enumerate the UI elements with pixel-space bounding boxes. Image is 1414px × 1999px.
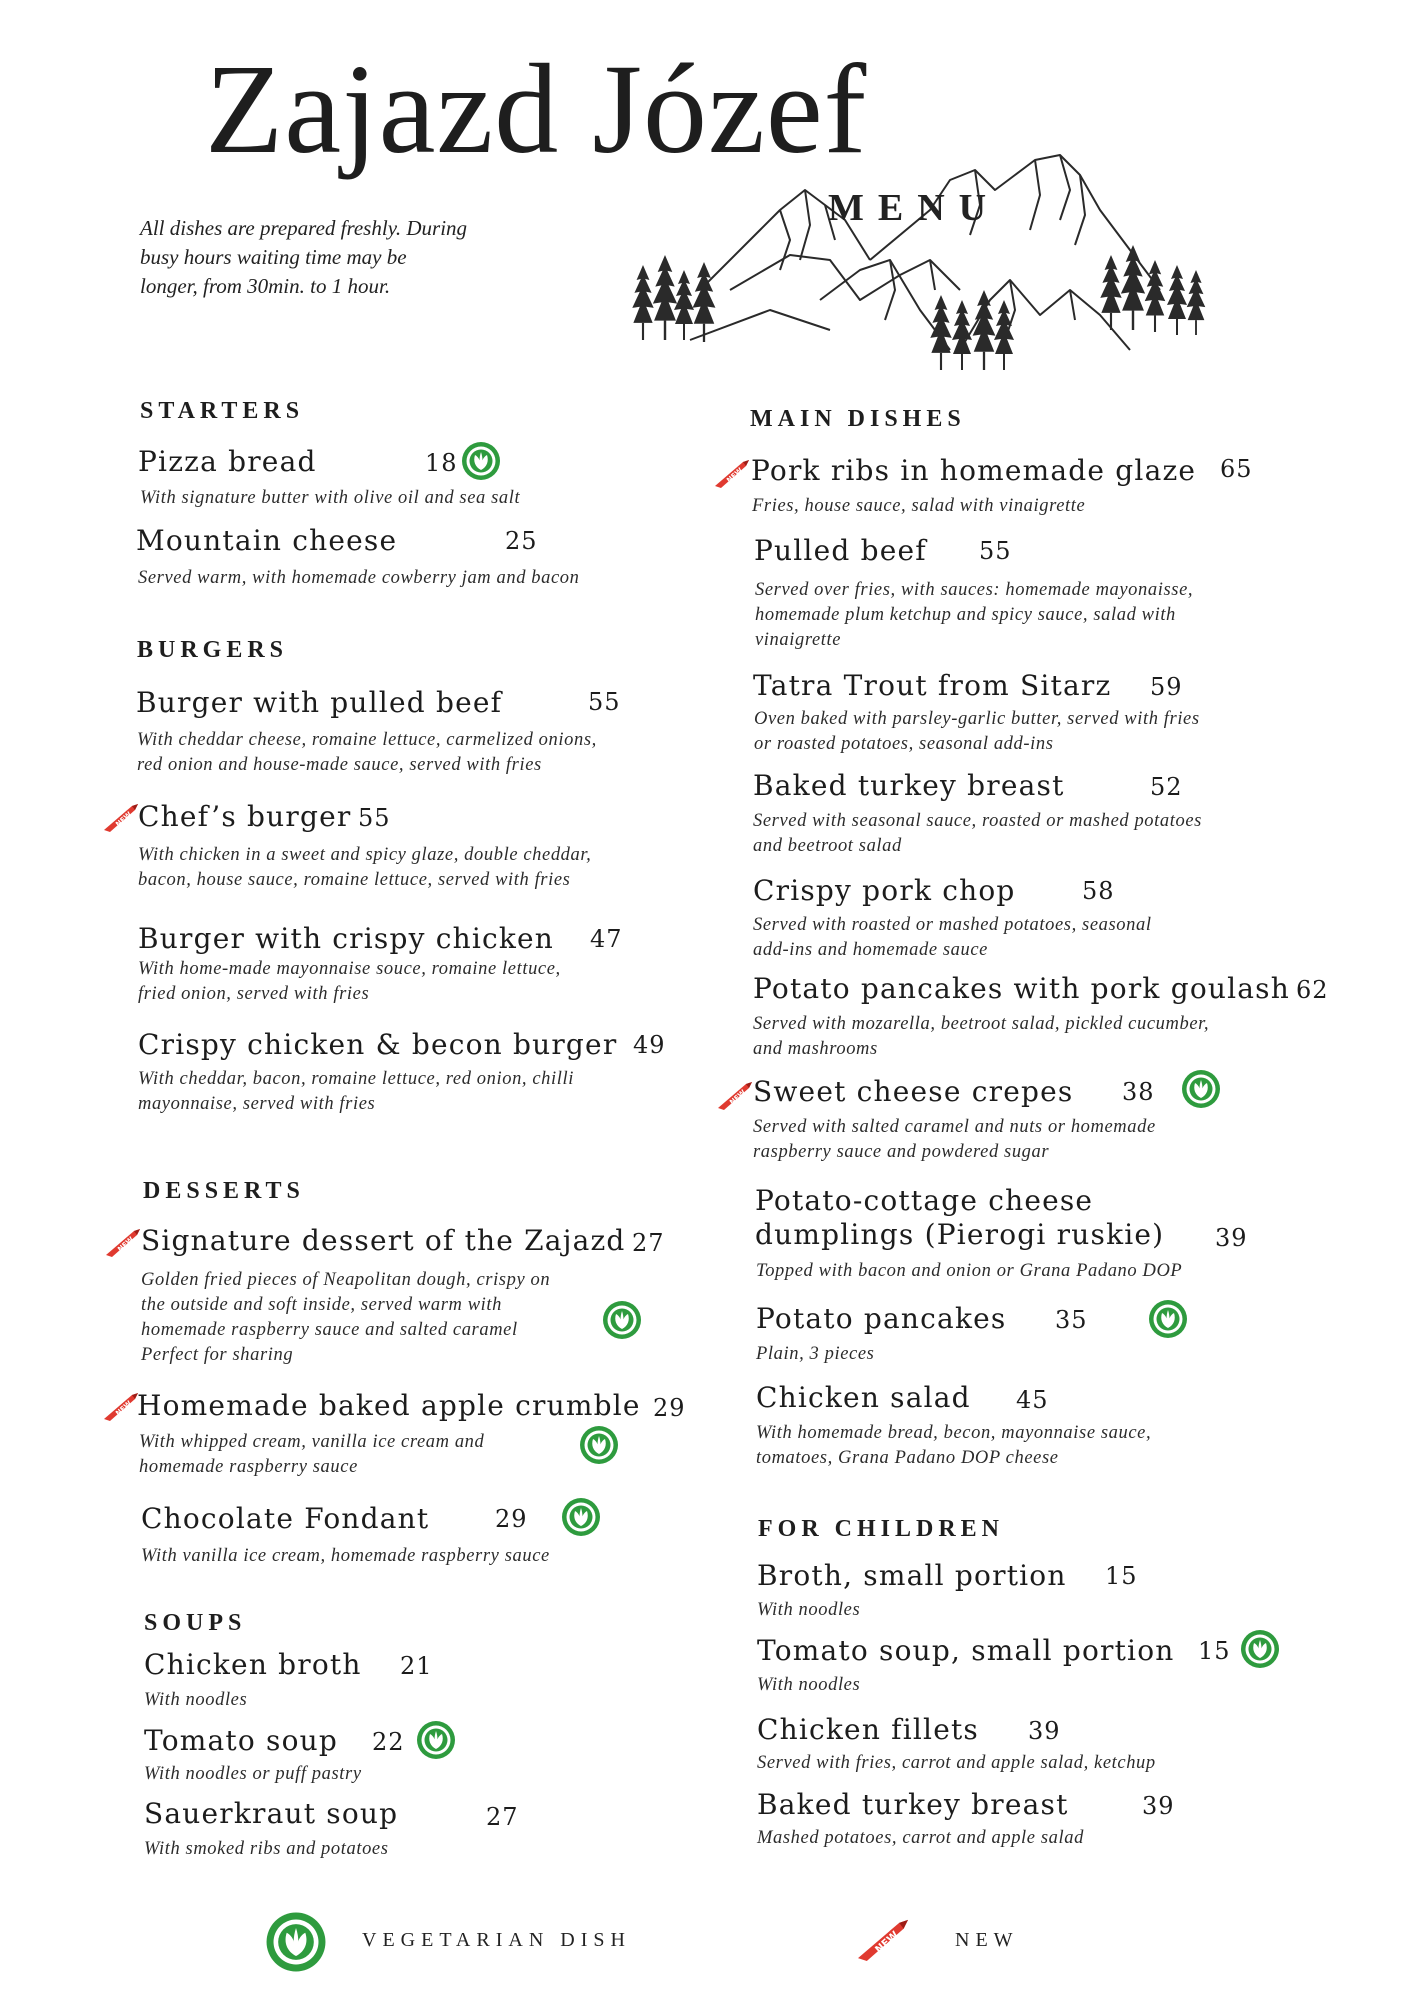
new-badge-icon [102,800,140,834]
menu-item-price: 49 [633,1031,666,1059]
menu-item-name: Pizza bread [138,445,317,478]
vegetarian-icon [1240,1629,1280,1669]
menu-item-desc: Served with salted caramel and nuts or homemade [753,1117,1156,1137]
menu-item-price: 21 [400,1652,433,1680]
vegetarian-legend-icon [265,1911,327,1973]
menu-item-name: Potato-cottage cheese [755,1184,1094,1217]
menu-item-desc: With noodles [757,1600,861,1620]
menu-item-desc: or roasted potatoes, seasonal add-ins [754,734,1054,754]
intro-note: All dishes are prepared freshly. During busy hours waiting time may be longer, from 30min. to 1 hour. [140,216,468,298]
new-badge-icon [713,456,751,490]
menu-item-name: Baked turkey breast [753,769,1065,802]
section-for-children: FOR CHILDREN [758,1516,1005,1542]
menu-item-price: 18 [425,449,458,477]
menu-item-desc: With smoked ribs and potatoes [144,1839,389,1859]
section-soups: SOUPS [144,1610,247,1636]
menu-item-desc: Served with fries, carrot and apple salad, ketchup [757,1753,1156,1773]
menu-item-price: 47 [590,925,623,953]
menu-item-desc: With cheddar, bacon, romaine lettuce, red onion, chilli [138,1069,574,1089]
menu-item-name: Broth, small portion [757,1559,1067,1592]
menu-item-name: Sauerkraut soup [144,1797,399,1830]
menu-item-desc: homemade raspberry sauce and salted caramel [141,1320,518,1340]
menu-item-desc: With signature butter with olive oil and sea salt [140,488,521,508]
menu-item-price: 29 [495,1505,528,1533]
section-starters: STARTERS [140,398,305,424]
menu-item-name: Burger with pulled beef [136,686,503,719]
legend-vegetarian: VEGETARIAN DISH [362,1929,631,1951]
menu-item-desc: fried onion, served with fries [138,984,370,1004]
menu-item-price: 27 [486,1803,519,1831]
menu-item-name: Chef’s burger [138,800,352,833]
menu-item-desc: Served with seasonal sauce, roasted or mashed potatoes [753,811,1202,831]
menu-item-desc: With chicken in a sweet and spicy glaze, double cheddar, [138,845,592,865]
menu-item-desc: tomatoes, Grana Padano DOP cheese [756,1448,1059,1468]
menu-item-name: Sweet cheese crepes [753,1075,1074,1108]
menu-item-price: 27 [632,1229,665,1257]
menu-item-price: 15 [1105,1562,1138,1590]
new-badge-icon [716,1078,754,1112]
new-legend-icon [855,1914,911,1964]
menu-item-price: 58 [1082,877,1115,905]
menu-item-name: Crispy chicken & becon burger [138,1028,618,1061]
vegetarian-icon [602,1300,642,1340]
menu-item-desc: With noodles or puff pastry [144,1764,362,1784]
menu-item-name: Potato pancakes with pork goulash [753,972,1290,1005]
menu-item-price: 65 [1220,455,1253,483]
menu-item-name: Chicken broth [144,1648,362,1681]
vegetarian-icon [416,1720,456,1760]
menu-item-price: 62 [1296,976,1329,1004]
menu-item-desc: Served warm, with homemade cowberry jam and bacon [138,568,580,588]
menu-item-name: Crispy pork chop [753,874,1016,907]
menu-item-desc: raspberry sauce and powdered sugar [753,1142,1050,1162]
menu-item-desc: Served with mozarella, beetroot salad, pickled cucumber, [753,1014,1210,1034]
menu-item-desc: red onion and house-made sauce, served with fries [137,755,542,775]
section-main-dishes: MAIN DISHES [750,406,966,432]
menu-item-name: Mountain cheese [136,524,398,557]
menu-item-desc: Golden fried pieces of Neapolitan dough, crispy on [141,1270,551,1290]
new-badge-icon [102,1389,140,1423]
menu-item-desc: Topped with bacon and onion or Grana Padano DOP [756,1261,1183,1281]
vegetarian-icon [461,441,501,481]
menu-label: MENU [828,187,1001,229]
menu-item-name: Burger with crispy chicken [138,922,555,955]
menu-item-desc: Served with roasted or mashed potatoes, seasonal [753,915,1152,935]
menu-item-desc: Oven baked with parsley-garlic butter, served with fries [754,709,1200,729]
menu-item-price: 29 [653,1394,686,1422]
menu-item-name: Pulled beef [754,534,927,567]
vegetarian-icon [1148,1299,1188,1339]
menu-item-desc: the outside and soft inside, served warm with [141,1295,503,1315]
menu-item-desc: vinaigrette [755,630,842,650]
menu-item-name: Tomato soup, small portion [757,1634,1175,1667]
menu-item-desc: homemade plum ketchup and spicy sauce, salad with [755,605,1176,625]
menu-item-name: Potato pancakes [756,1302,1007,1335]
menu-item-name: dumplings (Pierogi ruskie) [755,1218,1165,1251]
restaurant-title: Zajazd Józef [205,38,868,180]
section-burgers: BURGERS [137,637,289,663]
menu-item-name: Signature dessert of the Zajazd [141,1224,626,1257]
menu-item-name: Chocolate Fondant [141,1502,430,1535]
menu-item-desc: Mashed potatoes, carrot and apple salad [757,1828,1084,1848]
menu-item-name: Chicken fillets [757,1713,979,1746]
menu-item-desc: and beetroot salad [753,836,902,856]
menu-item-desc: Fries, house sauce, salad with vinaigrette [752,496,1086,516]
menu-item-desc: and mashrooms [753,1039,878,1059]
menu-item-desc: mayonnaise, served with fries [138,1094,376,1114]
menu-item-price: 38 [1122,1078,1155,1106]
menu-item-desc: bacon, house sauce, romaine lettuce, served with fries [138,870,571,890]
menu-item-name: Pork ribs in homemade glaze [751,454,1197,487]
vegetarian-icon [579,1425,619,1465]
vegetarian-icon [1181,1069,1221,1109]
menu-item-price: 39 [1142,1792,1175,1820]
menu-item-price: 55 [358,804,391,832]
menu-item-desc: Served over fries, with sauces: homemade mayonaisse, [755,580,1194,600]
menu-item-desc: With whipped cream, vanilla ice cream and [139,1432,485,1452]
menu-item-price: 22 [372,1728,405,1756]
menu-item-name: Baked turkey breast [757,1788,1069,1821]
menu-item-desc: With noodles [144,1690,248,1710]
mountains-illustration [630,150,1210,380]
menu-item-desc: With vanilla ice cream, homemade raspberry sauce [141,1546,550,1566]
menu-item-price: 15 [1198,1637,1231,1665]
menu-item-desc: With noodles [757,1675,861,1695]
section-desserts: DESSERTS [143,1178,305,1204]
legend-new: NEW [955,1929,1019,1951]
menu-item-desc: homemade raspberry sauce [139,1457,358,1477]
menu-item-price: 52 [1150,773,1183,801]
menu-item-name: Homemade baked apple crumble [137,1389,641,1422]
menu-item-desc: With cheddar cheese, romaine lettuce, carmelized onions, [137,730,597,750]
vegetarian-icon [561,1497,601,1537]
menu-item-price: 35 [1055,1306,1088,1334]
menu-item-desc: Plain, 3 pieces [756,1344,875,1364]
menu-item-price: 39 [1028,1717,1061,1745]
menu-item-price: 25 [505,527,538,555]
menu-item-desc: Perfect for sharing [141,1345,294,1365]
new-badge-icon [104,1225,142,1259]
menu-item-price: 55 [979,537,1012,565]
menu-item-price: 39 [1215,1224,1248,1252]
menu-item-price: 59 [1150,673,1183,701]
menu-item-price: 45 [1016,1386,1049,1414]
menu-item-name: Chicken salad [756,1381,971,1414]
menu-item-name: Tomato soup [144,1724,338,1757]
menu-item-desc: With homemade bread, becon, mayonnaise sauce, [756,1423,1152,1443]
menu-item-desc: add-ins and homemade sauce [753,940,988,960]
menu-item-desc: With home-made mayonnaise souce, romaine lettuce, [138,959,561,979]
menu-item-price: 55 [588,688,621,716]
menu-item-name: Tatra Trout from Sitarz [753,669,1112,702]
